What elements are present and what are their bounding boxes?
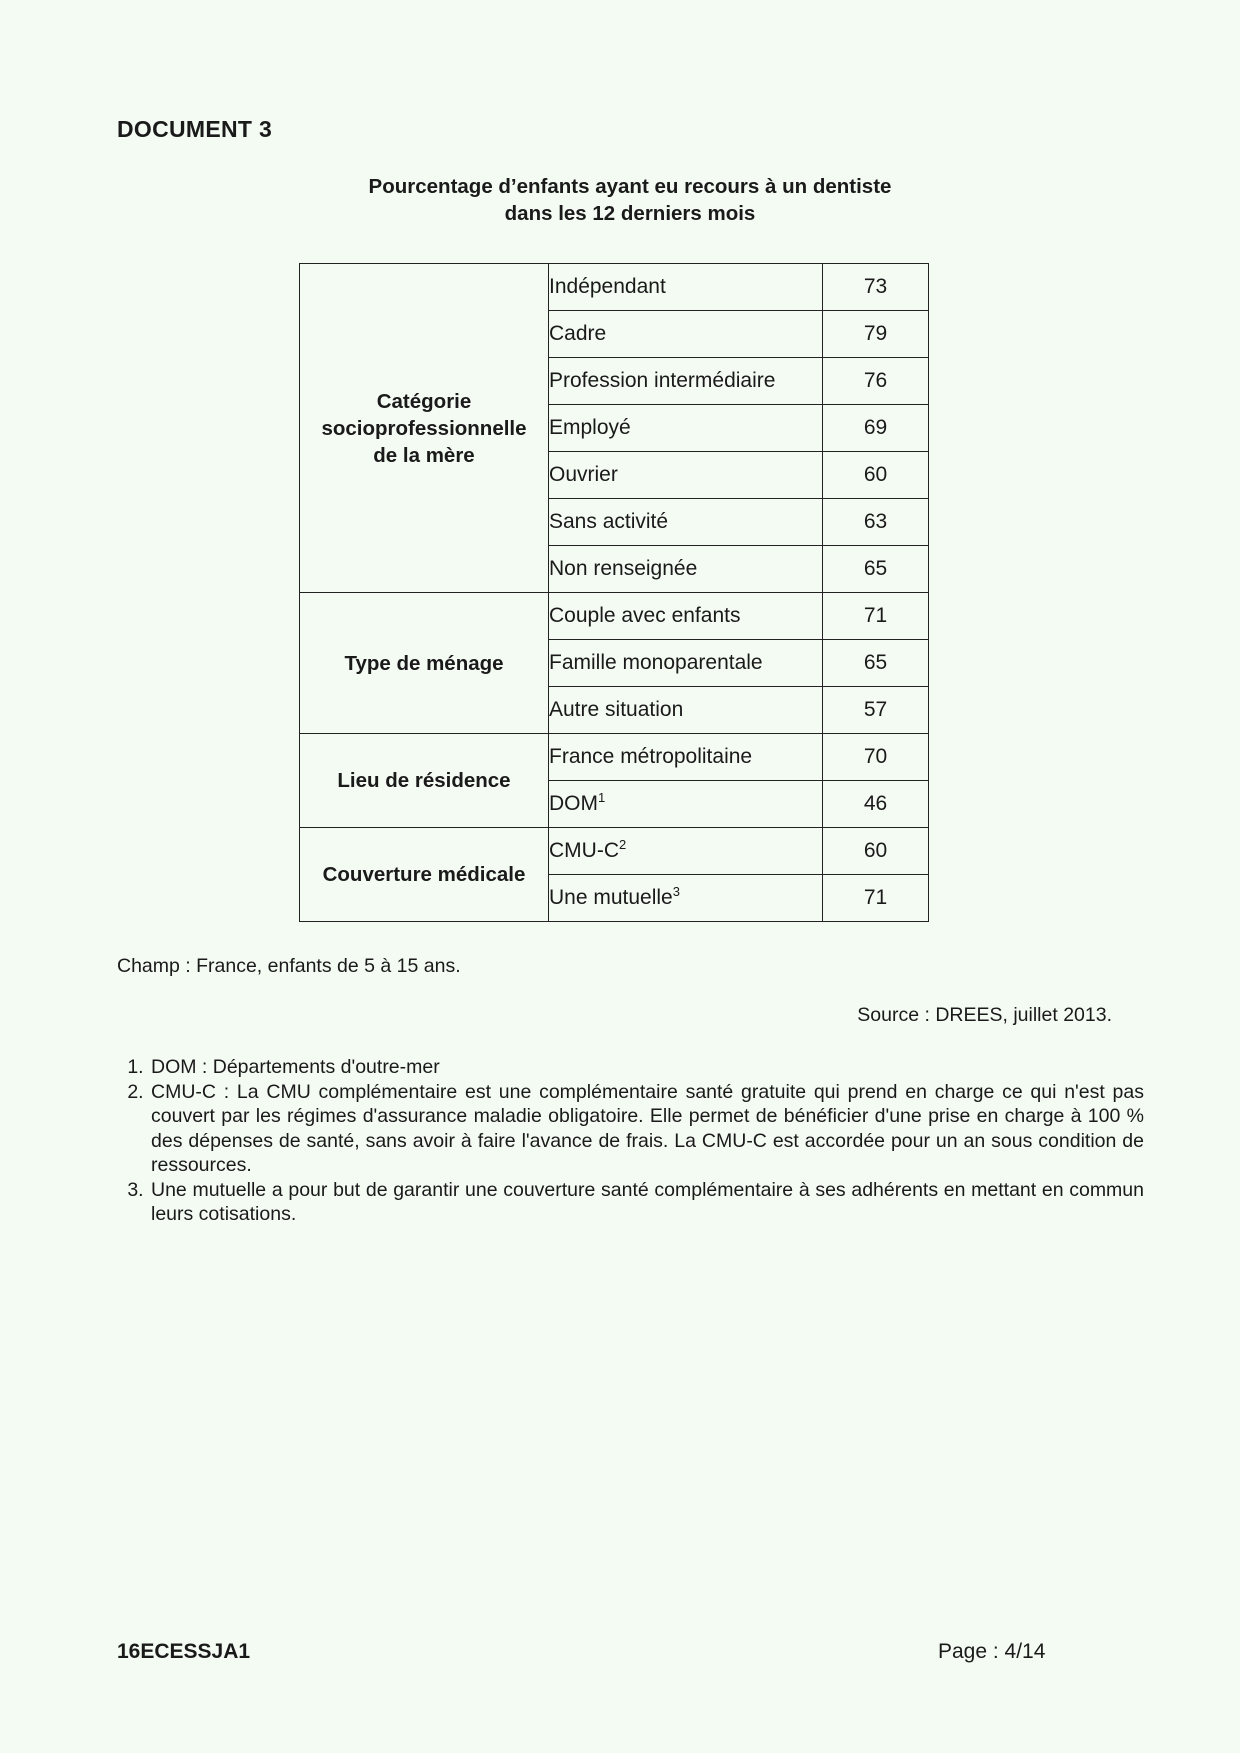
row-label: France métropolitaine [549,745,753,768]
row-label: Indépendant [549,275,666,298]
row-label-cell [549,358,823,405]
row-label: Ouvrier [549,463,618,486]
table-row [300,828,929,875]
row-value: 79 [823,311,929,358]
row-label: DOM [549,792,598,815]
group-label [300,828,549,922]
row-label-cell [549,734,823,781]
row-label-cell [549,311,823,358]
row-label-cell [549,875,823,922]
row-label-cell [549,546,823,593]
row-value: 73 [823,264,929,311]
field-note: Champ : France, enfants de 5 à 15 ans. [117,955,461,977]
row-value: 60 [823,452,929,499]
data-table [299,263,929,922]
table-title-line2: dans les 12 derniers mois [504,202,756,225]
footnote-marker: 1 [598,790,606,805]
footnotes-list [117,1055,1144,1227]
table-title-line1: Pourcentage d’enfants ayant eu recours à un dentiste [368,175,892,198]
table-row [300,593,929,640]
source-note: Source : DREES, juillet 2013. [857,1004,1112,1026]
row-value: 76 [823,358,929,405]
row-label-cell [549,687,823,734]
group-label [300,593,549,734]
group-label-line: Couverture médicale [322,863,526,886]
row-value: 71 [823,875,929,922]
footnote-item: 2. CMU-C : La CMU complémentaire est une complémentaire santé gratuite qui prend en charge ce qui n'est pas couvert par les régimes d'assurance maladie obligatoire. Elle permet de bénéficier d'une prise en charge à 100 % des dépenses de santé, sans avoir à faire l'avance de frais. La CMU-C est accordée pour un an sous condition de ressources. [149,1080,1144,1178]
row-label: Non renseignée [549,557,698,580]
footer-exam-code: 16ECESSJA1 [117,1640,251,1663]
table-body [300,264,929,922]
row-label: Employé [549,416,631,439]
row-label-cell [549,499,823,546]
row-value: 65 [823,640,929,687]
row-value: 63 [823,499,929,546]
footnote-marker: 3 [672,884,680,899]
row-label: Sans activité [549,510,669,533]
document-heading: DOCUMENT 3 [117,116,273,142]
row-value: 46 [823,781,929,828]
row-label: Famille monoparentale [549,651,763,674]
row-label-cell [549,593,823,640]
row-label: Autre situation [549,698,684,721]
row-label-cell [549,264,823,311]
row-value: 65 [823,546,929,593]
group-label-line: de la mère [373,443,475,467]
table-row [300,264,929,311]
row-label: Couple avec enfants [549,604,741,627]
table-title [300,173,960,227]
row-label: Une mutuelle [549,886,673,909]
row-label-cell [549,640,823,687]
footnote-item: 3. Une mutuelle a pour but de garantir une couverture santé complémentaire à ses adhérents en mettant en commun leurs cotisations. [149,1178,1144,1227]
row-label: Profession intermédiaire [549,369,776,392]
row-value: 70 [823,734,929,781]
row-value: 57 [823,687,929,734]
group-label-line: Catégorie [376,389,472,413]
group-label-line: Lieu de résidence [337,769,511,792]
row-label: Cadre [549,322,607,345]
row-value: 71 [823,593,929,640]
row-label-cell [549,452,823,499]
row-label: CMU-C [549,839,619,862]
row-value: 69 [823,405,929,452]
row-label-cell [549,828,823,875]
row-label-cell [549,781,823,828]
group-label-line: Type de ménage [344,651,504,675]
table-row [300,734,929,781]
group-label-line: socioprofessionnelle [321,416,527,440]
group-label [300,734,549,828]
footnote-item: 1. DOM : Départements d'outre-mer [149,1055,1144,1080]
row-value: 60 [823,828,929,875]
row-label-cell [549,405,823,452]
footnote-marker: 2 [618,837,627,852]
group-label [300,264,549,593]
footer-page-number: Page : 4/14 [938,1640,1046,1663]
